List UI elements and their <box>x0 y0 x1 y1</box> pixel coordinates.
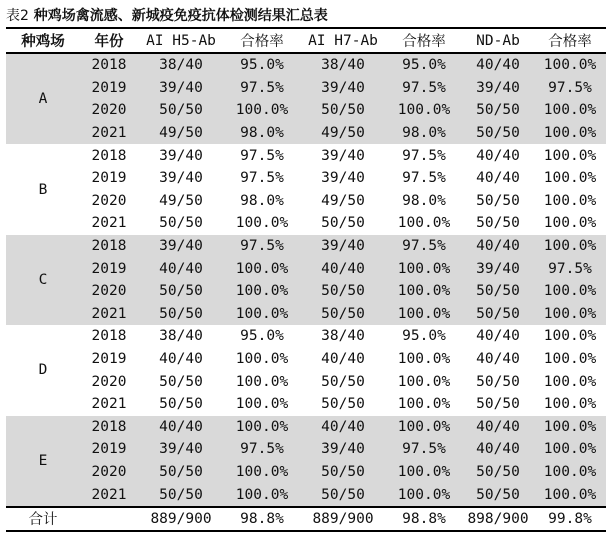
h7-count-cell: 40/40 <box>300 257 386 280</box>
year-cell: 2020 <box>80 461 138 484</box>
antibody-results-table <box>6 27 606 532</box>
nd-rate-cell: 97.5% <box>534 77 606 100</box>
h7-rate-cell: 98.0% <box>402 192 446 209</box>
farm-name-cell: D <box>38 362 48 379</box>
nd-count-cell: 50/50 <box>462 461 534 484</box>
h7-count-cell: 50/50 <box>300 461 386 484</box>
nd-count-cell: 40/40 <box>462 416 534 439</box>
table-row <box>6 77 606 100</box>
year-cell: 2021 <box>80 303 138 326</box>
header-h5: AI H5-Ab <box>138 28 224 53</box>
h5-count-cell: 39/40 <box>138 438 224 461</box>
h5-count-cell: 40/40 <box>159 351 203 368</box>
year-cell: 2019 <box>91 170 127 187</box>
total-row <box>6 507 606 531</box>
nd-count-cell: 50/50 <box>462 483 534 507</box>
header-h7: AI H7-Ab <box>300 28 386 53</box>
table-row <box>6 393 606 416</box>
table-row <box>6 99 606 122</box>
h5-count-cell: 49/50 <box>138 122 224 145</box>
nd-rate-cell: 100.0% <box>543 147 597 164</box>
h5-count-cell: 40/40 <box>138 416 224 439</box>
h7-rate-cell: 97.5% <box>402 170 446 187</box>
header-nd: ND-Ab <box>462 28 534 53</box>
year-cell: 2019 <box>80 257 138 280</box>
h7-count-cell: 49/50 <box>300 122 386 145</box>
nd-rate-cell: 100.0% <box>534 280 606 303</box>
nd-rate-cell: 100.0% <box>543 373 597 390</box>
table-row <box>6 190 606 213</box>
h7-count-cell: 50/50 <box>300 99 386 122</box>
h7-count-cell: 50/50 <box>300 483 386 507</box>
year-cell: 2018 <box>91 147 127 164</box>
table-row <box>6 257 606 280</box>
h7-count-cell: 50/50 <box>321 396 365 413</box>
table-row <box>6 325 606 348</box>
h5-rate-cell: 100.0% <box>224 483 300 507</box>
total-year <box>80 507 138 531</box>
table-row <box>6 438 606 461</box>
nd-rate-cell: 100.0% <box>543 170 597 187</box>
header-h5-rate: 合格率 <box>224 28 300 53</box>
h7-count-cell: 38/40 <box>300 53 386 77</box>
year-cell: 2021 <box>80 483 138 507</box>
nd-rate-cell: 100.0% <box>543 215 597 232</box>
h5-count-cell: 50/50 <box>159 215 203 232</box>
h7-rate-cell: 100.0% <box>397 396 451 413</box>
table-title: 种鸡场禽流感、新城疫免疫抗体检测结果汇总表 <box>33 8 328 24</box>
nd-rate-cell: 100.0% <box>534 53 606 77</box>
table-row <box>6 53 606 77</box>
table-row <box>6 461 606 484</box>
year-cell: 2019 <box>80 77 138 100</box>
year-cell: 2020 <box>80 99 138 122</box>
h7-rate-cell: 100.0% <box>397 215 451 232</box>
h5-rate-cell: 100.0% <box>235 351 289 368</box>
h7-rate-cell: 100.0% <box>386 257 462 280</box>
nd-count-cell: 50/50 <box>462 122 534 145</box>
h5-rate-cell: 97.5% <box>224 77 300 100</box>
h5-rate-cell: 100.0% <box>224 99 300 122</box>
h7-count-cell: 39/40 <box>321 170 365 187</box>
table-body <box>6 53 606 507</box>
year-cell: 2021 <box>91 215 127 232</box>
h7-rate-cell: 100.0% <box>386 483 462 507</box>
total-h7-rate: 98.8% <box>386 507 462 531</box>
nd-count-cell: 40/40 <box>462 235 534 258</box>
year-cell: 2019 <box>91 351 127 368</box>
table-row <box>6 167 606 190</box>
nd-rate-cell: 100.0% <box>534 438 606 461</box>
farm-name-cell: A <box>6 53 80 144</box>
nd-count-cell: 50/50 <box>476 373 520 390</box>
header-h7-rate: 合格率 <box>386 28 462 53</box>
year-cell: 2018 <box>80 53 138 77</box>
nd-count-cell: 40/40 <box>476 328 520 345</box>
h7-count-cell: 50/50 <box>300 303 386 326</box>
h5-rate-cell: 100.0% <box>224 280 300 303</box>
nd-count-cell: 50/50 <box>462 99 534 122</box>
year-cell: 2018 <box>91 328 127 345</box>
total-label: 合计 <box>6 507 80 531</box>
table-row <box>6 122 606 145</box>
h7-rate-cell: 98.0% <box>386 122 462 145</box>
h5-count-cell: 49/50 <box>159 192 203 209</box>
h7-count-cell: 50/50 <box>321 373 365 390</box>
year-cell: 2021 <box>91 396 127 413</box>
h5-count-cell: 39/40 <box>138 77 224 100</box>
h7-rate-cell: 97.5% <box>402 147 446 164</box>
nd-rate-cell: 100.0% <box>534 122 606 145</box>
h5-count-cell: 50/50 <box>138 461 224 484</box>
year-cell: 2018 <box>80 416 138 439</box>
h7-rate-cell: 97.5% <box>386 438 462 461</box>
h5-count-cell: 38/40 <box>138 53 224 77</box>
farm-name-cell: E <box>6 416 80 507</box>
h5-count-cell: 38/40 <box>159 328 203 345</box>
nd-count-cell: 40/40 <box>476 147 520 164</box>
h5-count-cell: 50/50 <box>159 396 203 413</box>
h5-rate-cell: 97.5% <box>240 147 284 164</box>
h5-count-cell: 50/50 <box>159 373 203 390</box>
year-cell: 2021 <box>80 122 138 145</box>
year-cell: 2018 <box>80 235 138 258</box>
h5-count-cell: 50/50 <box>138 483 224 507</box>
nd-rate-cell: 100.0% <box>543 328 597 345</box>
h7-rate-cell: 100.0% <box>386 280 462 303</box>
table-footer <box>6 507 606 531</box>
table-header <box>6 28 606 53</box>
nd-count-cell: 40/40 <box>462 438 534 461</box>
h5-count-cell: 50/50 <box>138 303 224 326</box>
year-cell: 2020 <box>91 373 127 390</box>
table-row <box>6 348 606 371</box>
year-cell: 2019 <box>80 438 138 461</box>
total-h7: 889/900 <box>300 507 386 531</box>
header-year: 年份 <box>80 28 138 53</box>
header-farm: 种鸡场 <box>6 28 80 53</box>
total-nd: 898/900 <box>462 507 534 531</box>
nd-rate-cell: 100.0% <box>534 483 606 507</box>
h5-count-cell: 40/40 <box>138 257 224 280</box>
table-row <box>6 212 606 235</box>
farm-name-cell: B <box>38 181 48 198</box>
h5-rate-cell: 100.0% <box>224 416 300 439</box>
nd-count-cell: 50/50 <box>476 215 520 232</box>
table-row <box>6 235 606 258</box>
h7-rate-cell: 97.5% <box>386 77 462 100</box>
h5-count-cell: 39/40 <box>159 170 203 187</box>
total-h5-rate: 98.8% <box>224 507 300 531</box>
h7-count-cell: 49/50 <box>321 192 365 209</box>
h5-rate-cell: 100.0% <box>235 396 289 413</box>
nd-rate-cell: 100.0% <box>534 461 606 484</box>
h7-rate-cell: 100.0% <box>386 99 462 122</box>
year-cell: 2020 <box>91 192 127 209</box>
h7-count-cell: 38/40 <box>321 328 365 345</box>
nd-rate-cell: 100.0% <box>534 99 606 122</box>
h7-count-cell: 39/40 <box>321 147 365 164</box>
h5-rate-cell: 98.0% <box>224 122 300 145</box>
h7-rate-cell: 100.0% <box>386 303 462 326</box>
h5-rate-cell: 95.0% <box>240 328 284 345</box>
h5-count-cell: 50/50 <box>138 280 224 303</box>
h5-rate-cell: 100.0% <box>235 215 289 232</box>
nd-count-cell: 40/40 <box>476 170 520 187</box>
h7-rate-cell: 100.0% <box>397 351 451 368</box>
h7-count-cell: 50/50 <box>321 215 365 232</box>
table-row <box>6 144 606 167</box>
table-number: 表2 <box>6 8 29 24</box>
h5-count-cell: 50/50 <box>138 99 224 122</box>
table-caption <box>6 5 328 25</box>
nd-count-cell: 50/50 <box>476 192 520 209</box>
nd-count-cell: 40/40 <box>462 53 534 77</box>
h5-rate-cell: 100.0% <box>235 373 289 390</box>
nd-count-cell: 50/50 <box>462 280 534 303</box>
nd-count-cell: 39/40 <box>462 77 534 100</box>
h5-rate-cell: 100.0% <box>224 303 300 326</box>
nd-count-cell: 39/40 <box>462 257 534 280</box>
h7-count-cell: 39/40 <box>300 77 386 100</box>
h5-rate-cell: 95.0% <box>224 53 300 77</box>
nd-count-cell: 50/50 <box>476 396 520 413</box>
h7-count-cell: 39/40 <box>300 438 386 461</box>
nd-count-cell: 50/50 <box>462 303 534 326</box>
total-nd-rate: 99.8% <box>534 507 606 531</box>
h7-rate-cell: 95.0% <box>402 328 446 345</box>
farm-name-cell: C <box>6 235 80 325</box>
h7-rate-cell: 100.0% <box>386 416 462 439</box>
header-nd-rate: 合格率 <box>534 28 606 53</box>
h5-rate-cell: 98.0% <box>240 192 284 209</box>
table-row <box>6 280 606 303</box>
total-h5: 889/900 <box>138 507 224 531</box>
h5-count-cell: 39/40 <box>138 235 224 258</box>
nd-rate-cell: 100.0% <box>543 351 597 368</box>
nd-rate-cell: 100.0% <box>543 396 597 413</box>
nd-rate-cell: 100.0% <box>534 416 606 439</box>
table-row <box>6 483 606 507</box>
h7-rate-cell: 100.0% <box>397 373 451 390</box>
h7-count-cell: 39/40 <box>300 235 386 258</box>
h5-rate-cell: 97.5% <box>240 170 284 187</box>
nd-count-cell: 40/40 <box>476 351 520 368</box>
h5-rate-cell: 97.5% <box>224 235 300 258</box>
table-row <box>6 370 606 393</box>
h7-count-cell: 40/40 <box>321 351 365 368</box>
nd-rate-cell: 100.0% <box>534 303 606 326</box>
nd-rate-cell: 100.0% <box>534 235 606 258</box>
h5-rate-cell: 100.0% <box>224 257 300 280</box>
h7-rate-cell: 97.5% <box>386 235 462 258</box>
nd-rate-cell: 100.0% <box>543 192 597 209</box>
nd-rate-cell: 97.5% <box>534 257 606 280</box>
h5-rate-cell: 97.5% <box>224 438 300 461</box>
h7-count-cell: 50/50 <box>300 280 386 303</box>
h5-rate-cell: 100.0% <box>224 461 300 484</box>
h7-rate-cell: 100.0% <box>386 461 462 484</box>
header-row <box>6 28 606 53</box>
h5-count-cell: 39/40 <box>159 147 203 164</box>
h7-count-cell: 40/40 <box>300 416 386 439</box>
table-row <box>6 416 606 439</box>
h7-rate-cell: 95.0% <box>386 53 462 77</box>
year-cell: 2020 <box>80 280 138 303</box>
table-row <box>6 303 606 326</box>
